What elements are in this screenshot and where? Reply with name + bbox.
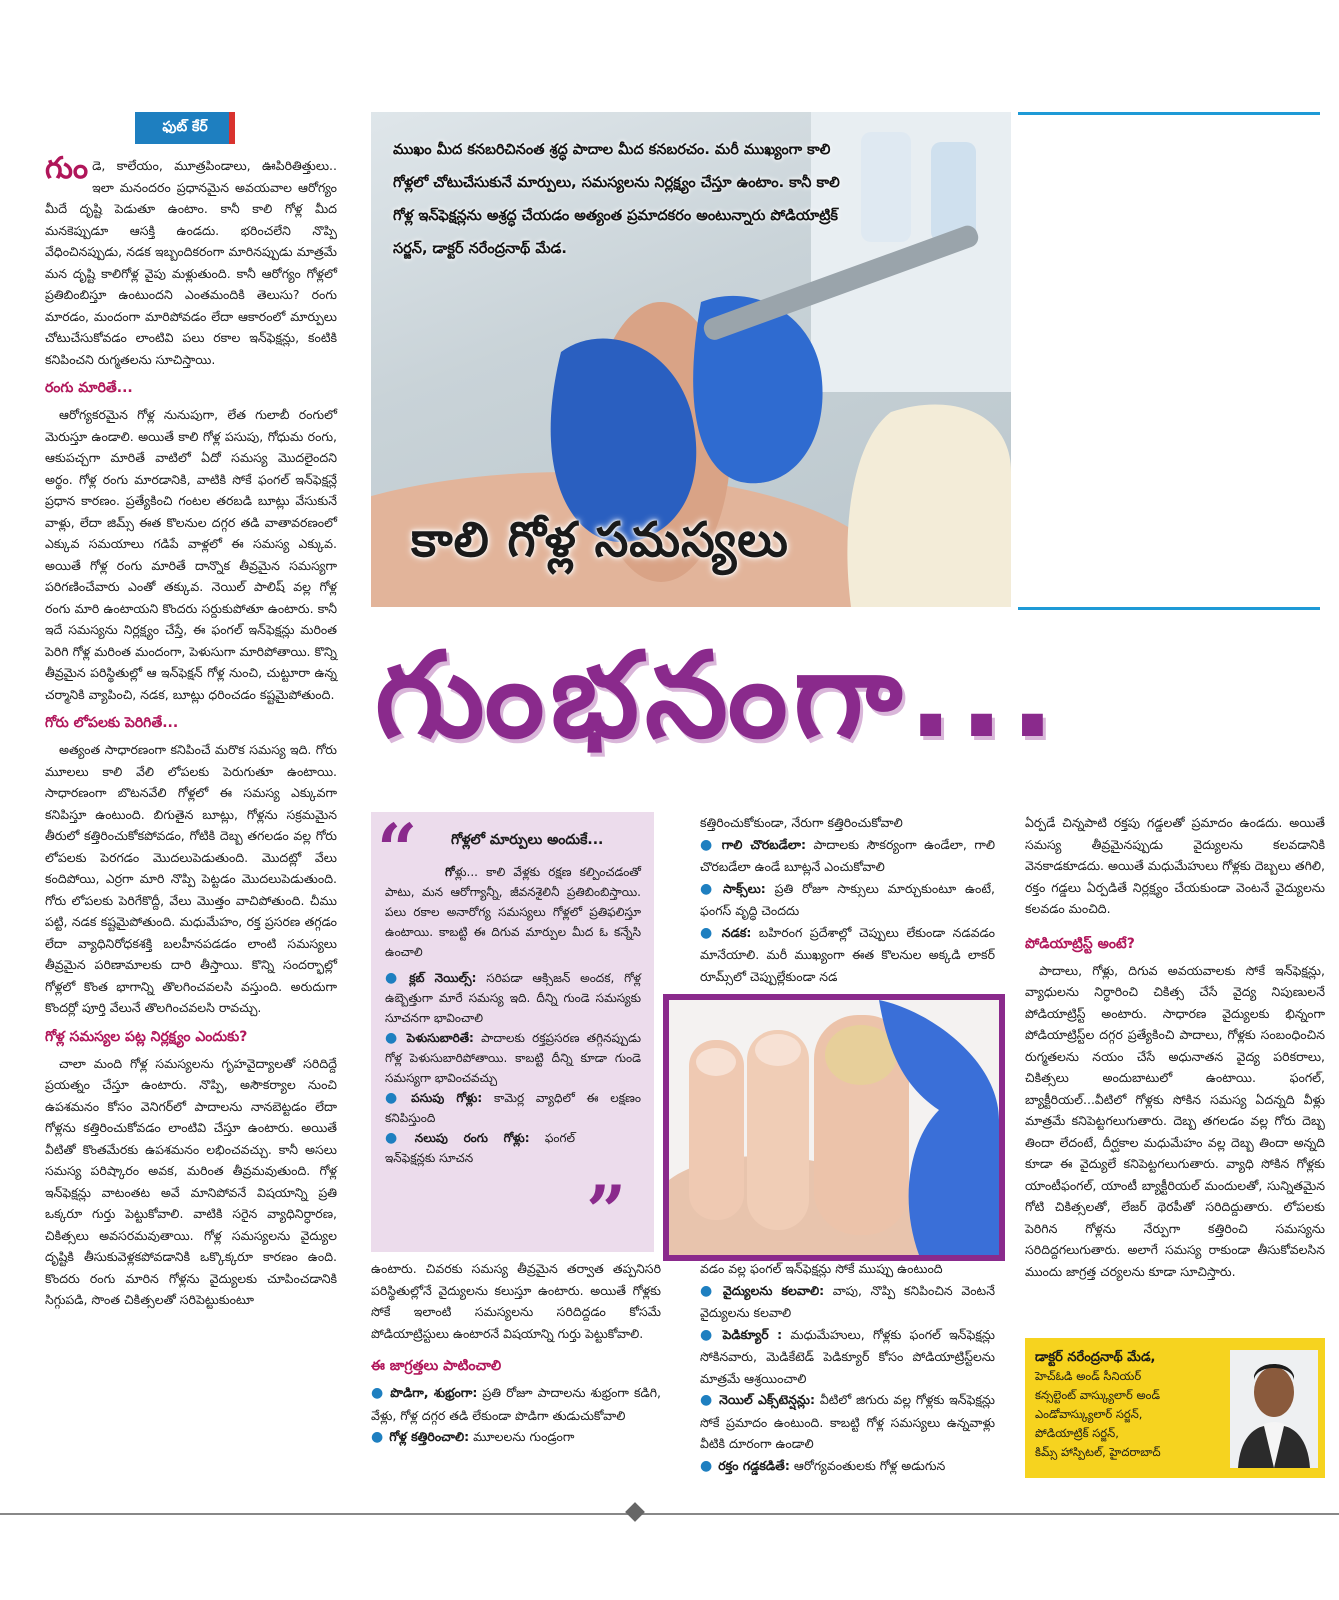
author-line: ఎండోవాస్క్యులార్ సర్జన్,: [1035, 1407, 1143, 1421]
author-name: డాక్టర్ నరేంద్రనాథ్ మేడ,: [1035, 1350, 1156, 1365]
bullet-icon: ●: [385, 1090, 406, 1106]
intro-paragraph: గుండె, కాలేయం, మూత్రపిండాలు, ఊపిరితిత్తులు.. ఇలా మనందరం ప్రధానమైన అవయవాల ఆరోగ్యం మీదే దృష్టి పెడుతూ ఉంటాం. కానీ కాలి గోళ్ల మీద మనకెప్పుడూ ఆసక్తి ఉండదు. భరించలేని నొప్పి వేధించినప్పుడు, నడక ఇబ్బందికరంగా మారినప్పుడు మాత్రమే మన దృష్టి కాలిగోళ్ల వైపు మళ్లుతుంది. కానీ ఆరోగ్యం గోళ్లలో ప్రతిబింబిస్తూ ఉంటుందని ఎంతమందికి తెలుసు? రంగు మారడం, మందంగా మారిపోవడం లేదా ఆకారంలో మార్పులు చోటుచేసుకోవడం లాంటివి పలు రకాల ఇన్‌ఫెక్షన్లు, కంటికి కనిపించని రుగ్మతలను సూచిస్తాయి.: [45, 151, 337, 367]
author-line: హెచ్‌ఓడి అండ్ సీనియర్: [1035, 1369, 1142, 1383]
paragraph-podiatrist: పాదాలు, గోళ్లు, దిగువ అవయవాలకు సోకే ఇన్‌ఫెక్షన్లు, వ్యాధులను నిర్ధారించి చికిత్స చేసే వైద్య నిపుణులనే పోడియాట్రిస్ట్ అంటారు. సాధారణ వైద్యులకు భిన్నంగా పోడియాట్రిస్ట్‌ల దగ్గర ప్రత్యేకించి పాదాలు, గోళ్లకు సంబంధించిన రుగ్మతలను నయం చేసే అధునాతన వైద్య పరికరాలు, చికిత్సలు అందుబాటులో ఉంటాయి. ఫంగల్, బ్యాక్టీరియల్...వీటిలో గోళ్లకు సోకిన సమస్య ఏదన్నది వీళ్లు మాత్రమే కనిపెట్టగలుగుతారు. దెబ్బ తగలడం వల్ల గోరు దెబ్బ తిందా లేదంటే, దీర్ఘకాల మధుమేహం వల్ల దెబ్బ తిందా అన్నది కూడా ఈ వైద్యులే కనిపెట్టగలుగుతారు. వ్యాధి సోకిన గోళ్లకు యాంటీఫంగల్, యాంటీ బ్యాక్టీరియల్ మందులతో, సున్నితమైన గోటి చికిత్సలతో, లేజర్ థెరపీతో సరిదిద్దుతారు. లోపలకు పెరిగిన గోళ్లను నేర్పుగా కత్తిరించి సమస్యను సరిదిద్దగలుగుతారు. అలాగే సమస్య రాకుండా తీసుకోవలసిన ముందు జాగ్రత్త చర్యలను కూడా సూచిస్తారు.: [1025, 962, 1325, 1279]
bullet-icon: ●: [385, 1130, 409, 1146]
toe-illustration: [669, 1000, 999, 1255]
author-line: కన్సల్టెంట్ వాస్క్యులార్ అండ్: [1035, 1388, 1160, 1402]
bullet-icon: ●: [371, 1429, 384, 1445]
paragraph-blood-clot: ఏర్పడే చిన్నపాటి రక్తపు గడ్డలతో ప్రమాదం ఉండదు. అయితే సమస్య తీవ్రమైనప్పుడు వైద్యులను కలవడానికి వెనకాడకూడదు. అయితే మధుమేహులు గోళ్లకు దెబ్బలు తగిలి, రక్తం గడ్డలు ఏర్పడితే నిర్లక్ష్యం చేయకుండా వెంటనే వైద్యులను కలవడం మంచిది.: [1025, 815, 1325, 916]
hero-intro: ముఖం మీద కనబరిచినంత శ్రద్ధ పాదాల మీద కనబరచం. మరీ ముఖ్యంగా కాలి గోళ్లలో చోటుచేసుకునే మార్పులు, సమస్యలను నిర్లక్ష్యం చేస్తూ ఉంటాం. కానీ కాలి గోళ్ల ఇన్‌ఫెక్షన్లను అశ్రద్ధ చేయడం అత్యంత ప్రమాదకరం అంటున్నారు పోడియాట్రిక్ సర్జన్, డాక్టర్ నరేంద్రనాథ్ మేడ.: [393, 142, 840, 257]
precaution-item: ● రక్తం గడ్డకడితే: ఆరోగ్యవంతులకు గోళ్ల అడుగున: [700, 1457, 946, 1474]
column-3-top: [700, 812, 995, 987]
subheading-neglect: గోళ్ల సమస్యల పట్ల నిర్లక్ష్యం ఎందుకు?: [45, 1028, 248, 1045]
precaution-item: ● గోళ్ల కత్తిరించాలి: మూలలను గుండ్రంగా: [371, 1429, 575, 1445]
hero-image: [371, 112, 1011, 607]
toe-photo: [663, 994, 1005, 1261]
author-box: [1025, 1338, 1325, 1478]
precaution-item: ● వైద్యులను కలవాలి: వాపు, నొప్పి కనిపించిన వెంటనే వైద్యులను కలవాలి: [700, 1282, 995, 1320]
paragraph-ingrown: అత్యంత సాధారణంగా కనిపించే మరొక సమస్య ఇది. గోరు మూలలు కాలి వేలి లోపలకు పెరుగుతూ ఉంటాయి. సాధారణంగా బొటనవేలి గోళ్లలో ఈ సమస్య ఎక్కువగా కనిపిస్తూ ఉంటుంది. బిగుతైన బూట్లు, గోళ్లను సక్రమమైన తీరులో కత్తిరించుకోకపోవడం, గోటికి దెబ్బ తగలడం వల్ల గోరు లోపలకు పెరగడం మొదలుపెడుతుంది. మొదట్లో వేలు కందిపోయి, ఎర్రగా మారి నొప్పి పెట్టడం మొదలుపెడుతుంది. గోరు లోపలకు పెరిగేకొద్దీ, వేలు మొత్తం వాచిపోతుంది. చీము పట్టి, నడక కష్టమైపోతుంది. మధుమేహం, రక్త ప్రసరణ తగ్గడం లేదా వ్యాధినిరోధకశక్తి బలహీనపడడం లాంటి సమస్యలు తీవ్రమైన పరిణామాలకు దారి తీస్తాయి. కొన్ని సందర్భాల్లో గోళ్లలో కొంత భాగాన్ని తొలగించవలసి వస్తుంది. అరుదుగా కొందర్లో పూర్తి వేలునే తొలగించవలసి రావచ్చు.: [45, 742, 337, 1015]
column-1: [45, 151, 337, 1311]
bullet-icon: ●: [700, 924, 716, 941]
quote-body: [385, 862, 641, 1168]
quote-item: ● పెళుసుబారితే: పాదాలకు రక్తప్రసరణ తగ్గినప్పుడు గోళ్ల పెళుసుబారిపోతాయి. కాబట్టి దీన్ని కూడా గుండె సమస్యగా భావించవచ్చు: [385, 1030, 642, 1085]
paragraph-color-change: ఆరోగ్యకరమైన గోళ్ల నునుపుగా, లేత గులాబీ రంగులో మెరుస్తూ ఉండాలి. అయితే కాలి గోళ్ల పసుపు, గోధుమ రంగు, ఆకుపచ్చగా మారితే వాటిలో ఏదో సమస్య మొదలైందని అర్థం. గోళ్ల రంగు మారడానికి, వాటికి సోకే ఫంగల్ ఇన్‌ఫెక్షన్లే ప్రధాన కారణం. ప్రత్యేకించి గంటల తరబడి బూట్లు వేసుకునే వాళ్లు, లేదా జిమ్స్ ఈత కొలనుల దగ్గర తడి వాతావరణంలో ఎక్కువ సమయాలు గడిపే వాళ్లలో ఈ సమస్య ఎక్కువ. అయితే గోళ్ల రంగు మారితే దాన్నొక తీవ్రమైన సమస్యగా పరిగణించేవారు ఎంతో తక్కువ. నెయిల్ పాలిష్ వల్ల గోళ్ల రంగు మారి ఉంటాయని కొందరు సర్దుకుపోతూ ఉంటారు. కానీ ఇదే సమస్యను నిర్లక్ష్యం చేస్తే, ఈ ఫంగల్ ఇన్‌ఫెక్షన్లు మరింత పెరిగి గోళ్ల మరింత మందంగా, పెళుసుగా మారిపోతాయి. కొన్ని తీవ్రమైన పరిస్థితుల్లో ఆ ఇన్‌ఫెక్షన్ గోళ్ల నుంచి, చుట్టూరా ఉన్న చర్మానికి వ్యాపించి, నడక, బూట్లు ధరించడం కష్టమైపోతుంది.: [45, 407, 337, 702]
diamond-icon: [625, 1502, 645, 1522]
quote-item: ● క్లబ్ నెయిల్స్: సరిపడా ఆక్సిజన్ అందక, గోళ్ల ఉబ్బెత్తుగా మారే సమస్య ఇది. దీన్ని గుండె సమస్యకు సూచనగా భావించాలి: [385, 970, 641, 1025]
paragraph-podiatrist-remind: ఉంటారు. చివరకు సమస్య తీవ్రమైన తర్వాత తప్పనిసరి పరిస్థితుల్లోనే వైద్యులను కలుస్తూ ఉంటారు. అయితే గోళ్లకు సోకే ఇలాంటి సమస్యలను సరిదిద్దడం కోసమే పోడియాట్రిస్టులు ఉంటారనే విషయాన్ని గుర్తు పెట్టుకోవాలి.: [371, 1261, 661, 1341]
subheading-ingrown: గోరు లోపలకు పెరిగితే...: [45, 715, 179, 731]
bullet-icon: ●: [700, 1326, 717, 1343]
quote-lead: గోళ్లు... కాలి వేళ్లకు రక్షణ కల్పించడంతో పాటు, మన ఆరోగ్యాన్నీ, జీవనశైలినీ ప్రతిబింబిస్తాయి. పలు రకాల అనారోగ్య సమస్యలు గోళ్లలో ప్రతిఫలిస్తూ ఉంటాయి. కాబట్టి ఈ దిగువ మార్పుల మీద ఓ కన్నేసి ఉంచాలి: [385, 865, 641, 959]
open-quote-icon: “: [377, 808, 418, 891]
subheading-color-change: రంగు మారితే...: [45, 380, 133, 396]
quote-list: [385, 968, 641, 1168]
precaution-cont: కత్తిరించుకోకుండా, నేరుగా కత్తిరించుకోవాలి: [700, 815, 903, 830]
drop-cap: గుం: [45, 151, 89, 186]
subheading-precautions: ఈ జాగ్రత్తలు పాటించాలి: [371, 1358, 502, 1374]
precaution-item: ● గాలి చొరబడేలా: పాదాలకు సౌకర్యంగా ఉండేలా, గాలి చొరబడేలా ఉండే బూట్లనే ఎంచుకోవాలి: [700, 836, 995, 874]
author-line: పోడియాట్రిక్ సర్జన్,: [1035, 1426, 1119, 1440]
paragraph-neglect: చాలా మంది గోళ్ల సమస్యలను గృహవైద్యాలతో సరిదిద్దే ప్రయత్నం చేస్తూ ఉంటారు. నొప్పి, అసౌకర్యాల నుంచి ఉపశమనం కోసం వెనిగర్‌లో పాదాలను నానబెట్టడం లేదా గోళ్లను కత్తిరించుకోవడం లాంటివి చేస్తూ ఉంటారు. అయితే వీటితో కొంతమేరకు ఉపశమనం లభించవచ్చు. కానీ అసలు సమస్య పరిష్కారం అవక, మరింత తీవ్రమవుతుంది. గోళ్ల ఇన్‌ఫెక్షన్లు వాటంతట అవే మానిపోవనే విషయాన్ని ప్రతి ఒక్కరూ గుర్తు పెట్టుకోవాలి. వాటికి సరైన వ్యాధినిర్ధారణ, చికిత్సలు అవసరమవుతాయి. గోళ్ల సమస్యలను వైద్యుల దృష్టికి తీసుకువెళ్లకపోవడానికి ఒక్కొక్కరూ కారణం ఉంది. కొందరు రంగు మారిన గోళ్లను వైద్యులకు చూపించడానికి సిగ్గుపడి, సొంత చికిత్సలతో సరిపెట్టుకుంటూ: [45, 1055, 337, 1307]
hero-title: కాలి గోళ్ల సమస్యలు: [411, 512, 789, 568]
top-blue-rule: [1018, 112, 1320, 115]
bullet-icon: ●: [700, 1392, 714, 1408]
quote-item: ● పసుపు గోళ్లు: కామెర్ల వ్యాధిలో ఈ లక్షణం కనిపిస్తుంది: [385, 1090, 641, 1125]
section-tag: ఫుట్ కేర్: [135, 112, 235, 144]
precaution-item: ● పొడిగా, శుభ్రంగా: ప్రతి రోజూ పాదాలను శుభ్రంగా కడిగి, వేళ్లు, గోళ్ల దగ్గర తడి లేకుండా పొడిగా తుడుచుకోవాలి: [371, 1385, 661, 1423]
subheading-podiatrist: పోడియాట్రిస్ట్ అంటే?: [1025, 935, 1135, 952]
bullet-icon: ●: [700, 1457, 713, 1474]
quote-title: గోళ్లలో మార్పులు అందుకే...: [451, 832, 604, 848]
bullet-icon: ●: [371, 1385, 385, 1401]
bottom-rule: [0, 1513, 1339, 1515]
quote-box: [371, 808, 654, 1253]
precaution-cont: వడం వల్ల ఫంగల్ ఇన్‌ఫెక్షన్లు సోకే ముప్పు ఉంటుంది: [700, 1261, 943, 1276]
author-photo: [1230, 1350, 1318, 1468]
bullet-icon: ●: [700, 880, 718, 897]
bullet-icon: ●: [700, 1282, 717, 1299]
column-2-lower: [371, 1258, 661, 1449]
bullet-icon: ●: [385, 1030, 401, 1046]
mid-blue-rule: [1018, 607, 1320, 610]
bullet-icon: ●: [700, 836, 716, 853]
precaution-item: ● నడక: బహిరంగ ప్రదేశాల్లో చెప్పులు లేకుండా నడవడం మానేయాలి. మరీ ముఖ్యంగా ఈత కొలనుల అక్కడి లాకర్ రూమ్స్‌లో చెప్పుల్లేకుండా నడ: [700, 924, 995, 984]
column-3-lower: [700, 1258, 995, 1477]
precaution-item: ● పెడిక్యూర్ : మధుమేహులు, గోళ్లకు ఫంగల్ ఇన్‌ఫెక్షన్లు సోకినవారు, మెడికేటెడ్ పెడిక్యూర్ కోసం పోడియాట్రిస్ట్‌లను మాత్రమే ఆశ్రయించాలి: [700, 1326, 995, 1386]
author-info: [1035, 1348, 1225, 1462]
quote-item: ● నలుపు రంగు గోళ్లు: ఫంగల్ ఇన్‌ఫెక్షన్లకు సూచన: [385, 1130, 575, 1165]
author-line: కిమ్స్ హాస్పిటల్, హైదరాబాద్: [1035, 1445, 1161, 1459]
close-quote-icon: ”: [586, 1170, 627, 1253]
column-4: [1025, 812, 1325, 1282]
precaution-item: ● నెయిల్ ఎక్స్‌టెన్షన్లు: వీటిలో జిగురు వల్ల గోళ్లకు ఇన్‌ఫెక్షన్లు సోకే ప్రమాదం ఉంటుంది. కాబట్టి గోళ్ల సమస్యలు ఉన్నవాళ్లు వీటికి దూరంగా ఉండాలి: [700, 1392, 995, 1451]
bullet-icon: ●: [385, 970, 404, 986]
precaution-item: ● సాక్స్‌లు: ప్రతి రోజూ సాక్సులు మార్చుకుంటూ ఉంటే, ఫంగస్ వృద్ధి చెందదు: [700, 880, 995, 918]
headline: గుంభనంగా...: [375, 626, 1061, 764]
